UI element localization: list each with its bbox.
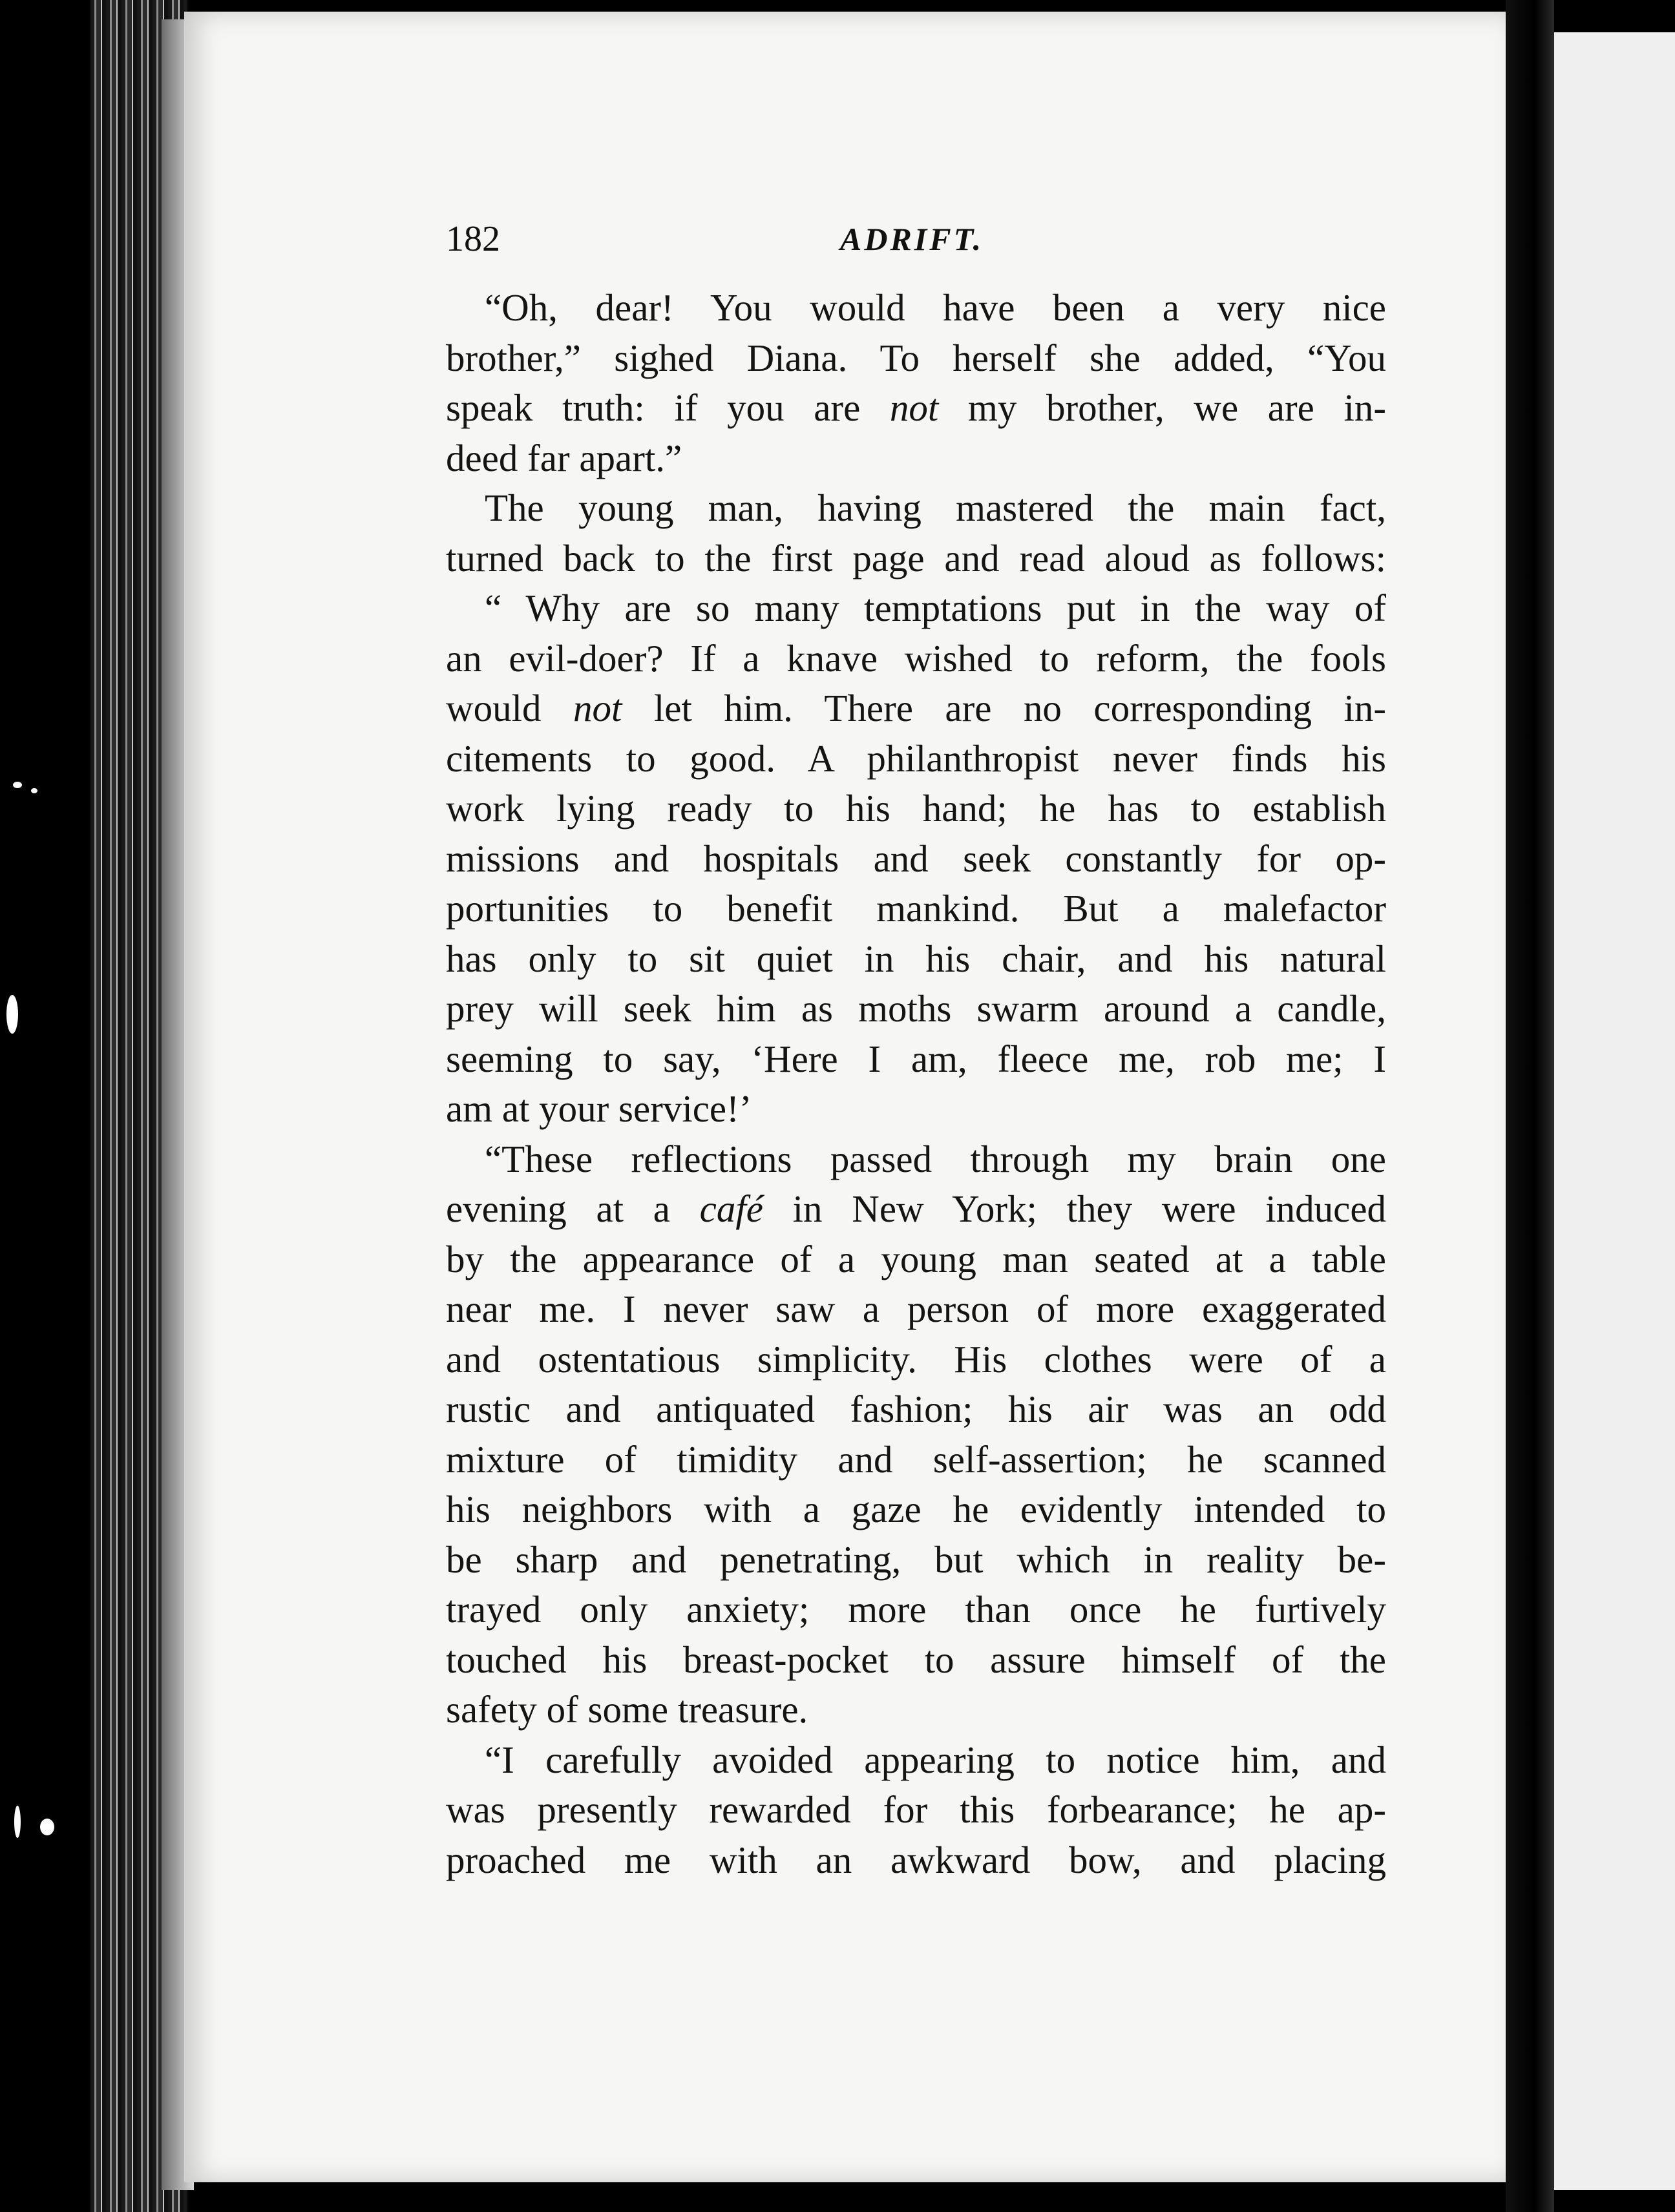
- text-line: his neighbors with a gaze he evidently intended to: [446, 1488, 1386, 1530]
- text-line: and ostentatious simplicity. His clothes were of a: [446, 1337, 1386, 1381]
- scan-speck: [13, 782, 22, 788]
- text-line: am at your service!’: [446, 1087, 752, 1130]
- text-line: safety of some treasure.: [446, 1688, 808, 1731]
- book-gutter: [1506, 0, 1554, 2212]
- text-line: seeming to say, ‘Here I am, fleece me, rob me; I: [446, 1037, 1386, 1080]
- text-line: by the appearance of a young man seated at a table: [446, 1237, 1386, 1280]
- emphasis: not: [889, 386, 939, 429]
- text-line: proached me with an awkward bow, and placing: [446, 1838, 1386, 1881]
- running-title: ADRIFT.: [840, 221, 984, 257]
- facing-page-edge: [1554, 32, 1675, 2190]
- text-line: missions and hospitals and seek constantly for op-: [446, 837, 1386, 880]
- text-line: work lying ready to his hand; he has to establish: [446, 787, 1386, 830]
- text-line: turned back to the first page and read aloud as follows:: [446, 536, 1386, 579]
- page-number: 182: [446, 219, 500, 259]
- emphasis: not: [573, 687, 622, 729]
- text-line: mixture of timidity and self-assertion; he scanned: [446, 1437, 1386, 1481]
- text-line: “These reflections passed through my brain one: [485, 1137, 1386, 1180]
- text-line: prey will seek him as moths swarm around a candle,: [446, 987, 1386, 1030]
- scan-speck: [40, 1819, 54, 1835]
- text-line: was presently rewarded for this forbearance; he ap-: [446, 1788, 1386, 1831]
- text-line: would not let him. There are no corresponding in-: [446, 687, 1386, 729]
- running-header: [446, 213, 1396, 265]
- scan-speck: [6, 995, 18, 1034]
- text-line: near me. I never saw a person of more exaggerated: [446, 1288, 1386, 1330]
- text-line: has only to sit quiet in his chair, and his natural: [446, 937, 1386, 980]
- text-line: trayed only anxiety; more than once he furtively: [446, 1588, 1386, 1631]
- text-line: portunities to benefit mankind. But a malefactor: [446, 887, 1386, 930]
- text-line: rustic and antiquated fashion; his air was an odd: [446, 1388, 1386, 1430]
- text-line: be sharp and penetrating, but which in reality be-: [446, 1538, 1386, 1581]
- text-line: evening at a café in New York; they were induced: [446, 1187, 1386, 1230]
- text-line: an evil-doer? If a knave wished to reform, the fools: [446, 636, 1386, 680]
- text-line: “I carefully avoided appearing to notice him, and: [485, 1738, 1386, 1781]
- scan-speck: [14, 1806, 21, 1838]
- emphasis: café: [699, 1187, 763, 1230]
- text-line: brother,” sighed Diana. To herself she added, “You: [446, 336, 1386, 379]
- body-text: [446, 283, 1386, 1885]
- text-line: deed far apart.”: [446, 436, 682, 479]
- text-line: touched his breast-pocket to assure himself of the: [446, 1638, 1386, 1681]
- text-line: The young man, having mastered the main fact,: [485, 486, 1386, 529]
- scan-speck: [31, 788, 37, 793]
- text-line: “ Why are so many temptations put in the way of: [485, 587, 1386, 629]
- text-line: citements to good. A philanthropist never finds his: [446, 736, 1386, 780]
- text-line: “Oh, dear! You would have been a very nice: [485, 286, 1386, 329]
- text-line: speak truth: if you are not my brother, we are in-: [446, 386, 1386, 429]
